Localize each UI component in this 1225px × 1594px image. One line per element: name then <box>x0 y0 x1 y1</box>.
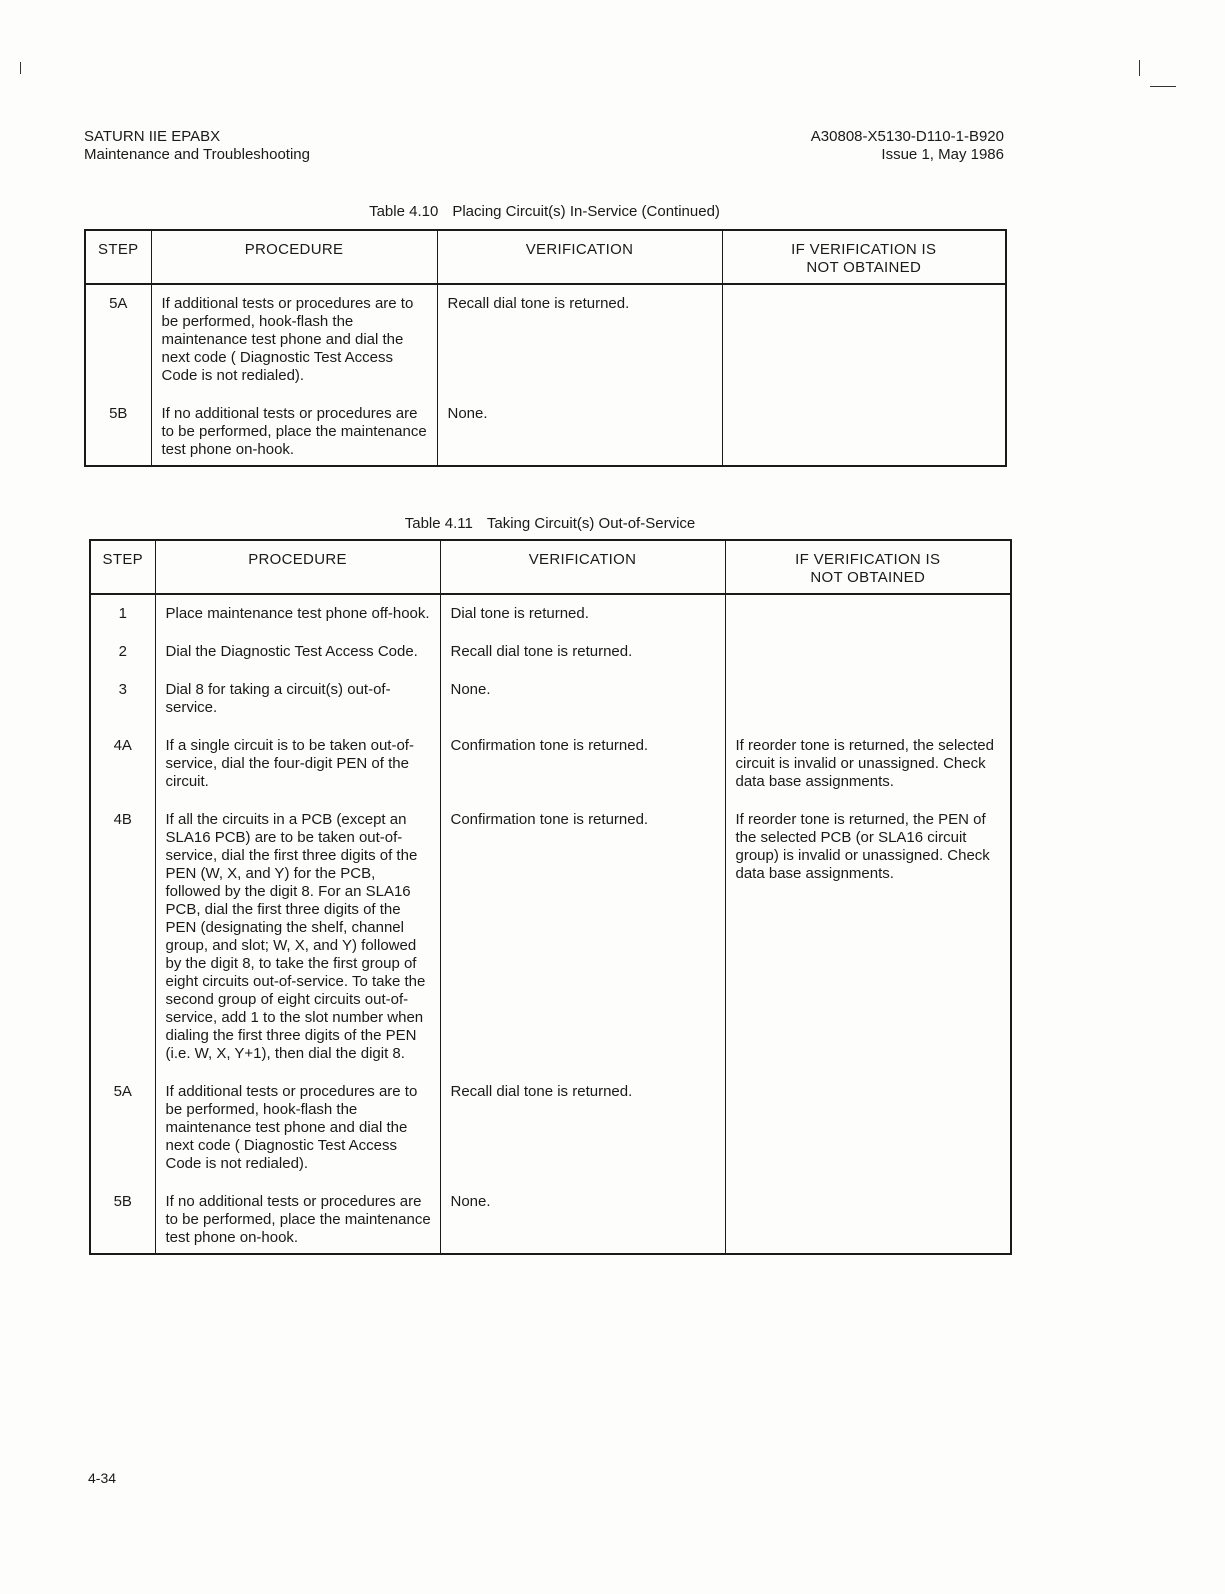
if-not-obtained-cell <box>725 637 1011 675</box>
verification-cell: Recall dial tone is returned. <box>440 1077 725 1187</box>
if-not-obtained-cell <box>725 594 1011 637</box>
table-411-caption <box>90 515 1010 532</box>
verification-cell: None. <box>440 1187 725 1254</box>
document-header-left <box>84 128 310 164</box>
table-411-title: Taking Circuit(s) Out-of-Service <box>486 515 696 532</box>
step-cell: 5A <box>90 1077 155 1187</box>
table-row <box>85 399 1006 466</box>
table-411-number: Table 4.11 <box>404 515 473 532</box>
column-header-if-not-obtained: IF VERIFICATION IS NOT OBTAINED <box>722 230 1006 284</box>
table-410-title: Placing Circuit(s) In-Service (Continued) <box>452 203 720 220</box>
document-number: A30808-X5130-D110-1-B920 <box>810 128 1004 145</box>
table-row <box>85 284 1006 399</box>
scan-mark <box>1150 86 1176 87</box>
column-header-procedure: PROCEDURE <box>151 230 437 284</box>
step-cell: 1 <box>90 594 155 637</box>
column-header-procedure: PROCEDURE <box>155 540 440 594</box>
procedure-cell: Dial 8 for taking a circuit(s) out-of-service. <box>155 675 440 731</box>
table-row <box>90 675 1011 731</box>
verification-cell: None. <box>440 675 725 731</box>
step-cell: 2 <box>90 637 155 675</box>
document-header-right <box>811 128 1004 164</box>
table-header-row <box>90 540 1011 594</box>
column-header-step: STEP <box>85 230 151 284</box>
procedure-cell: If a single circuit is to be taken out-of-service, dial the four-digit PEN of the circuit. <box>155 731 440 805</box>
manual-title: Maintenance and Troubleshooting <box>84 146 310 163</box>
table-410-number: Table 4.10 <box>369 203 439 220</box>
if-not-obtained-cell <box>722 284 1006 399</box>
table-row <box>90 1077 1011 1187</box>
column-header-verification: VERIFICATION <box>437 230 722 284</box>
procedure-cell: If additional tests or procedures are to be performed, hook-flash the maintenance test phone and dial the next code ( Diagnostic Test Access Code is not redialed). <box>155 1077 440 1187</box>
procedure-cell: If no additional tests or procedures are to be performed, place the maintenance test phone on-hook. <box>151 399 437 466</box>
page-number: 4-34 <box>88 1470 117 1486</box>
if-not-obtained-cell <box>725 1077 1011 1187</box>
step-cell: 5B <box>85 399 151 466</box>
procedure-cell: Place maintenance test phone off-hook. <box>155 594 440 637</box>
if-not-obtained-cell <box>725 1187 1011 1254</box>
verification-cell: Confirmation tone is returned. <box>440 731 725 805</box>
table-header-row <box>85 230 1006 284</box>
if-not-obtained-cell <box>725 675 1011 731</box>
procedure-cell: If all the circuits in a PCB (except an SLA16 PCB) are to be taken out-of-service, dial the first three digits of the PEN (W, X, and Y) for the PCB, followed by the digit 8. For an SLA16 PCB, dial the first three digits of the PEN (designating the shelf, channel group, and slot; W, X, and Y) followed by the digit 8, to take the first group of eight circuits out-of-service. To take the second group of eight circuits out-of-service, add 1 to the slot number when dialing the first three digits of the PEN (i.e. W, X, Y+1), then dial the digit 8. <box>155 805 440 1077</box>
verification-cell: None. <box>437 399 722 466</box>
if-not-obtained-cell: If reorder tone is returned, the PEN of the selected PCB (or SLA16 circuit group) is invalid or unassigned. Check data base assignments. <box>725 805 1011 1077</box>
verification-cell: Dial tone is returned. <box>440 594 725 637</box>
step-cell: 4A <box>90 731 155 805</box>
verification-cell: Confirmation tone is returned. <box>440 805 725 1077</box>
step-cell: 3 <box>90 675 155 731</box>
step-cell: 4B <box>90 805 155 1077</box>
column-header-step: STEP <box>90 540 155 594</box>
step-cell: 5A <box>85 284 151 399</box>
table-row <box>90 731 1011 805</box>
column-header-verification: VERIFICATION <box>440 540 725 594</box>
column-header-if-not-obtained: IF VERIFICATION IS NOT OBTAINED <box>725 540 1011 594</box>
table-410 <box>84 229 1007 467</box>
verification-cell: Recall dial tone is returned. <box>440 637 725 675</box>
procedure-cell: Dial the Diagnostic Test Access Code. <box>155 637 440 675</box>
table-row <box>90 594 1011 637</box>
issue-date: Issue 1, May 1986 <box>881 146 1004 163</box>
table-row <box>90 637 1011 675</box>
table-row <box>90 1187 1011 1254</box>
table-411 <box>89 539 1012 1255</box>
scan-mark <box>20 62 21 74</box>
if-not-obtained-cell <box>722 399 1006 466</box>
table-row <box>90 805 1011 1077</box>
procedure-cell: If additional tests or procedures are to be performed, hook-flash the maintenance test phone and dial the next code ( Diagnostic Test Access Code is not redialed). <box>151 284 437 399</box>
step-cell: 5B <box>90 1187 155 1254</box>
if-not-obtained-cell: If reorder tone is returned, the selected circuit is invalid or unassigned. Check data base assignments. <box>725 731 1011 805</box>
table-410-caption <box>84 203 1005 220</box>
scan-mark <box>1139 60 1140 76</box>
verification-cell: Recall dial tone is returned. <box>437 284 722 399</box>
procedure-cell: If no additional tests or procedures are to be performed, place the maintenance test phone on-hook. <box>155 1187 440 1254</box>
product-name: SATURN IIE EPABX <box>84 128 221 145</box>
